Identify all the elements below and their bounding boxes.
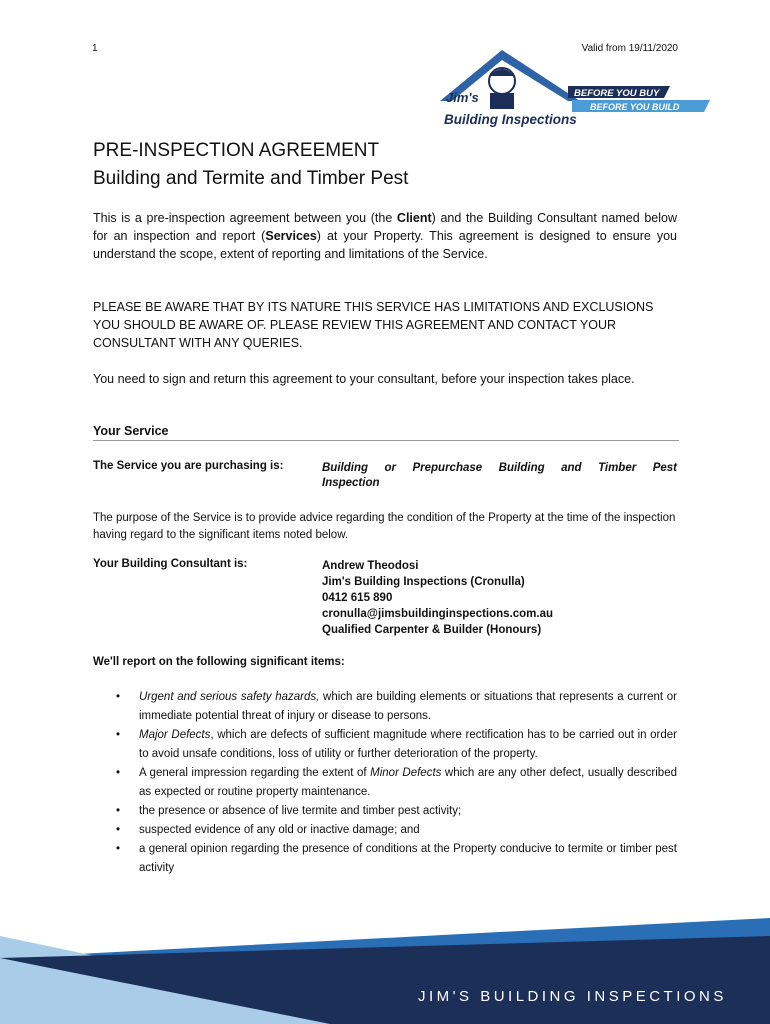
bullet-icon: • xyxy=(116,729,121,741)
bullet-icon: • xyxy=(116,767,121,779)
consultant-company: Jim's Building Inspections (Cronulla) xyxy=(322,576,525,588)
page-number: 1 xyxy=(92,43,98,54)
service-value-cont: Inspection xyxy=(322,477,380,489)
valid-from-date: Valid from 19/11/2020 xyxy=(581,43,678,54)
services-term: Services xyxy=(265,229,317,243)
list-item: • suspected evidence of any old or inactive damage; and xyxy=(110,821,677,840)
list-item: • Urgent and serious safety hazards, which are building elements or situations that represents a current or immediate potential threat of injury or disease to persons. xyxy=(110,688,677,726)
consultant-name: Andrew Theodosi xyxy=(322,560,419,572)
report-items-list xyxy=(110,688,677,878)
bullet-icon: • xyxy=(116,805,121,817)
logo-name-line1: Jim's xyxy=(446,90,479,105)
logo-banner-build: BEFORE YOU BUILD xyxy=(590,102,680,112)
section-divider xyxy=(93,440,679,441)
your-service-heading: Your Service xyxy=(93,424,169,438)
consultant-phone: 0412 615 890 xyxy=(322,592,393,604)
consultant-label: Your Building Consultant is: xyxy=(93,558,248,570)
consultant-email: cronulla@jimsbuildinginspections.com.au xyxy=(322,608,554,620)
consultant-details xyxy=(322,558,553,638)
footer-brand-text: JIM'S BUILDING INSPECTIONS xyxy=(418,988,727,1005)
list-item: • the presence or absence of live termite and timber pest activity; xyxy=(110,802,677,821)
document-title: PRE-INSPECTION AGREEMENT xyxy=(93,140,380,161)
report-items-heading: We'll report on the following significant items: xyxy=(93,656,345,668)
list-item: • Major Defects, which are defects of sufficient magnitude where rectification has to be carried out in order to avoid unsafe conditions, loss of utility or further deterioration of the property. xyxy=(110,726,677,764)
sign-return-instruction: You need to sign and return this agreement to your consultant, before your inspection takes place. xyxy=(93,372,635,386)
footer-banner xyxy=(0,918,770,1024)
document-subtitle: Building and Termite and Timber Pest xyxy=(93,168,409,189)
bullet-icon: • xyxy=(116,843,121,855)
list-item: • a general opinion regarding the presence of conditions at the Property conducive to termite or timber pest activity xyxy=(110,840,677,878)
company-logo xyxy=(440,46,715,131)
logo-banner-buy: BEFORE YOU BUY xyxy=(574,88,660,99)
consultant-qualification: Qualified Carpenter & Builder (Honours) xyxy=(322,624,542,636)
intro-paragraph: This is a pre-inspection agreement between you (the Client) and the Building Consultant named below for an inspection and report (Services) at your Property. This agreement is designed to ensure you understand the scope, extent of reporting and limitations of the Service. xyxy=(93,211,677,261)
service-label: The Service you are purchasing is: xyxy=(93,460,284,472)
service-value: Building or Prepurchase Building and Timber Pest xyxy=(322,462,677,474)
logo-name-line2: Building Inspections xyxy=(444,112,577,127)
list-item: • A general impression regarding the extent of Minor Defects which are any other defect, usually described as expected or routine property maintenance. xyxy=(110,764,677,802)
limitations-notice: PLEASE BE AWARE THAT BY ITS NATURE THIS SERVICE HAS LIMITATIONS AND EXCLUSIONS YOU SHOULD BE AWARE OF. PLEASE REVIEW THIS AGREEMENT AND CONTACT YOUR CONSULTANT WITH ANY QUERIES. xyxy=(93,300,654,350)
bullet-icon: • xyxy=(116,691,121,703)
bullet-icon: • xyxy=(116,824,121,836)
service-purpose: The purpose of the Service is to provide advice regarding the condition of the Property at the time of the inspection having regard to the significant items noted below. xyxy=(93,512,676,541)
client-term: Client xyxy=(396,211,432,225)
